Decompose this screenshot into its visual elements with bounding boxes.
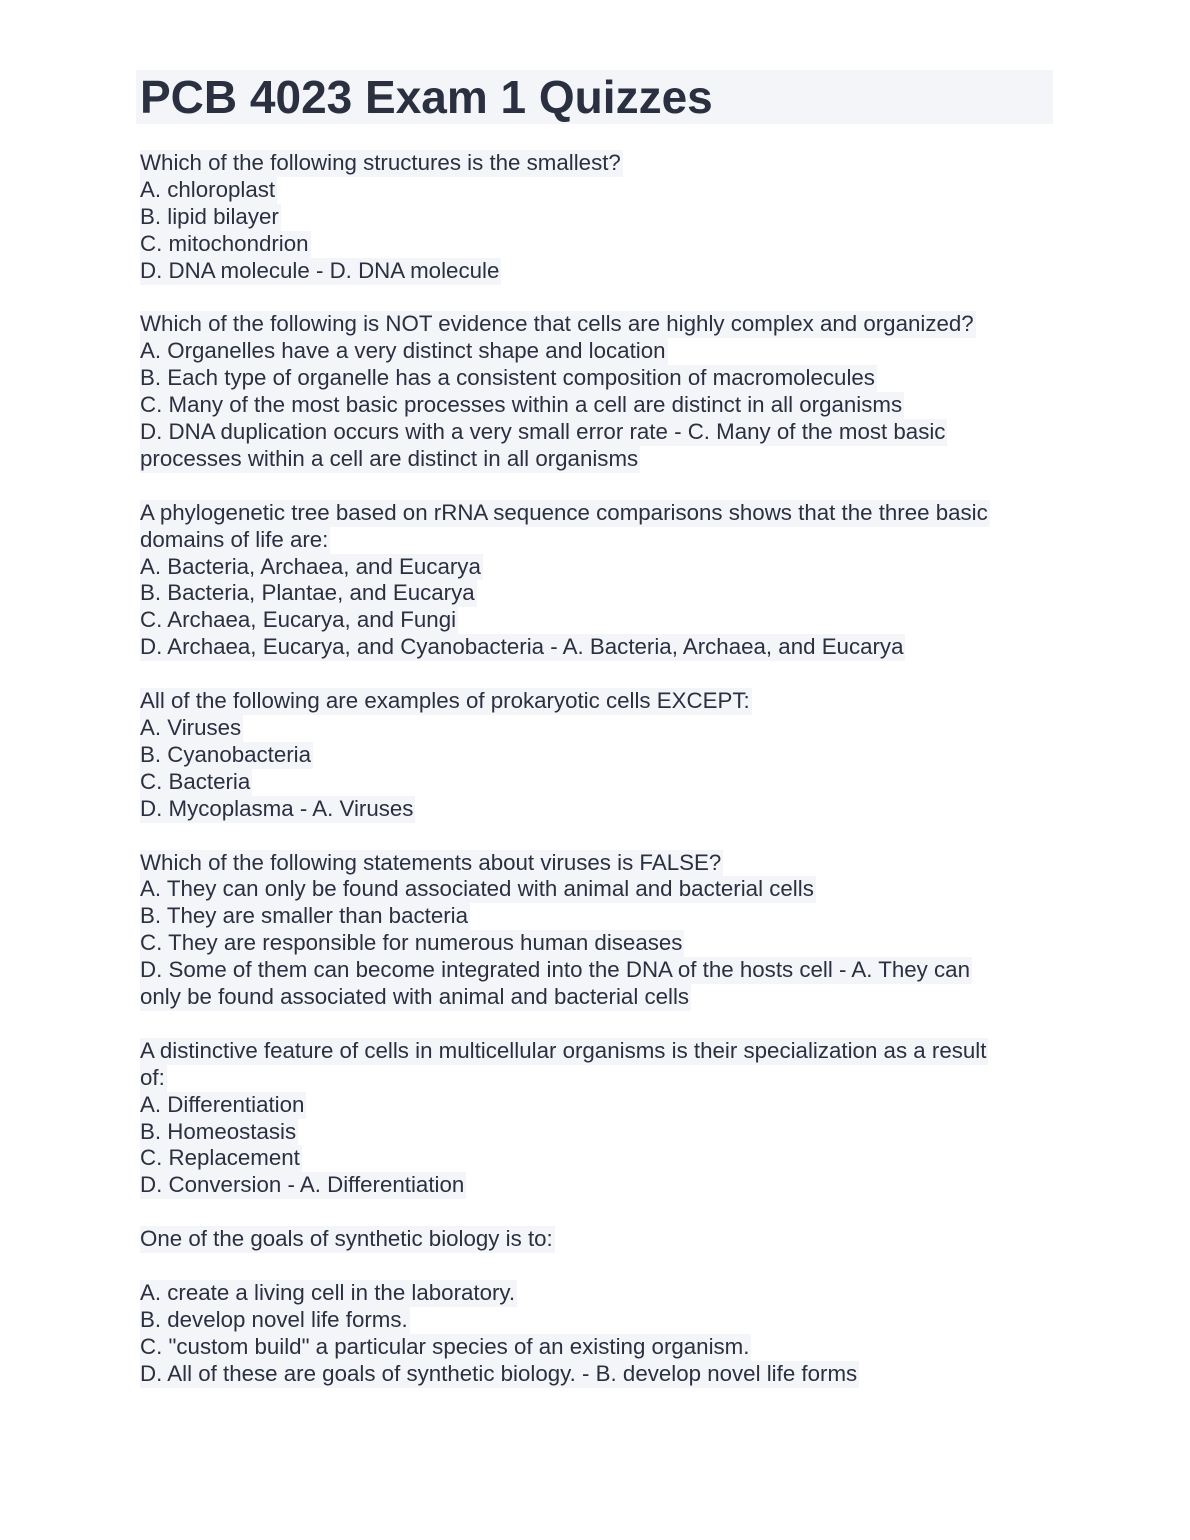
question-text: A phylogenetic tree based on rRNA sequence comparisons shows that the three basic: [140, 499, 988, 525]
answer-option: A. Organelles have a very distinct shape and location: [140, 338, 666, 364]
answer-option: A. Differentiation: [140, 1091, 305, 1117]
question-block: [140, 150, 1040, 285]
answer-option: B. develop novel life forms.: [140, 1306, 408, 1332]
answer-option: B. Each type of organelle has a consistent composition of macromolecules: [140, 365, 875, 391]
question-text-continued: of:: [140, 1064, 165, 1090]
answer-option: B. They are smaller than bacteria: [140, 903, 469, 929]
question-text: Which of the following statements about viruses is FALSE?: [140, 849, 722, 875]
answer-option: C. Bacteria: [140, 768, 251, 794]
question-text: Which of the following structures is the smallest?: [140, 150, 621, 175]
question-text: All of the following are examples of prokaryotic cells EXCEPT:: [140, 688, 750, 714]
answer-option: C. mitochondrion: [140, 230, 309, 256]
question-text-continued: domains of life are:: [140, 526, 329, 552]
answer-option: B. Homeostasis: [140, 1118, 297, 1144]
spacer: [140, 1199, 1040, 1226]
answer-option-with-key: D. DNA duplication occurs with a very small error rate - C. Many of the most basic: [140, 419, 946, 445]
quiz-content: [140, 150, 1040, 1388]
answer-option: A. chloroplast: [140, 176, 276, 202]
answer-option: B. Bacteria, Plantae, and Eucarya: [140, 580, 475, 606]
answer-option: C. "custom build" a particular species of an existing organism.: [140, 1333, 750, 1359]
question-block: [140, 850, 1040, 1011]
answer-option: C. Replacement: [140, 1145, 300, 1171]
question-block: [140, 1226, 1040, 1387]
answer-option: C. Many of the most basic processes within a cell are distinct in all organisms: [140, 392, 903, 418]
question-block: [140, 500, 1040, 661]
spacer: [140, 661, 1040, 688]
answer-option-with-key: D. Some of them can become integrated into the DNA of the hosts cell - A. They can: [140, 957, 970, 983]
page-title: PCB 4023 Exam 1 Quizzes: [140, 71, 713, 123]
answer-key-continued: only be found associated with animal and bacterial cells: [140, 984, 690, 1010]
answer-option: A. Bacteria, Archaea, and Eucarya: [140, 553, 481, 579]
question-block: [140, 311, 1040, 472]
answer-option: C. They are responsible for numerous human diseases: [140, 930, 683, 956]
question-text: One of the goals of synthetic biology is to:: [140, 1226, 553, 1252]
answer-option: A. They can only be found associated with animal and bacterial cells: [140, 876, 814, 902]
answer-option-with-key: D. Conversion - A. Differentiation: [140, 1172, 465, 1198]
answer-key-continued: processes within a cell are distinct in all organisms: [140, 445, 639, 471]
spacer: [140, 1011, 1040, 1038]
spacer: [140, 473, 1040, 500]
answer-option: B. lipid bilayer: [140, 203, 279, 229]
answer-option-with-key: D. Archaea, Eucarya, and Cyanobacteria - A. Bacteria, Archaea, and Eucarya: [140, 634, 904, 660]
spacer: [140, 1253, 1040, 1280]
question-block: [140, 1038, 1040, 1199]
answer-option-with-key: D. DNA molecule - D. DNA molecule: [140, 257, 500, 283]
answer-option: A. create a living cell in the laboratory.: [140, 1279, 516, 1305]
question-text: A distinctive feature of cells in multicellular organisms is their specialization as a result: [140, 1037, 987, 1063]
answer-option-with-key: D. Mycoplasma - A. Viruses: [140, 795, 414, 821]
answer-option: B. Cyanobacteria: [140, 741, 312, 767]
answer-option: C. Archaea, Eucarya, and Fungi: [140, 607, 457, 633]
answer-option-with-key: D. All of these are goals of synthetic biology. - B. develop novel life forms: [140, 1360, 858, 1386]
answer-option: A. Viruses: [140, 714, 242, 740]
spacer: [140, 823, 1040, 850]
question-block: [140, 688, 1040, 823]
spacer: [140, 285, 1040, 312]
question-text: Which of the following is NOT evidence that cells are highly complex and organized?: [140, 311, 974, 337]
